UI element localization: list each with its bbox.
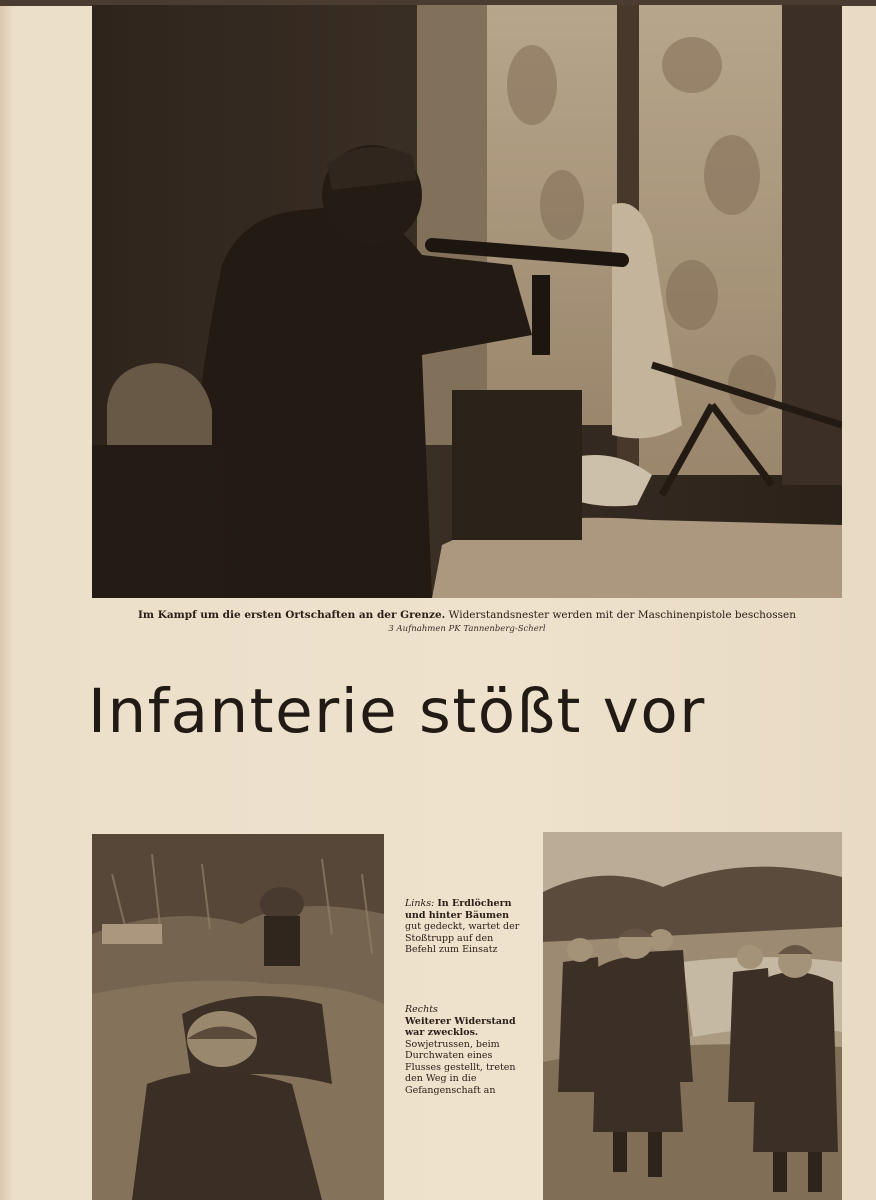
- photo-top-image: [92, 5, 842, 598]
- caption-right-bold: Weiterer Widerstand war zwecklos.: [405, 1015, 516, 1038]
- photo-prisoners-at-river: [543, 832, 842, 1200]
- caption-left-lead: Links:: [405, 898, 435, 909]
- caption-right-text: Sowjetrussen, beim Durchwaten eines Flusses gestellt, treten den Weg in die Gefangenschaft an: [405, 1038, 516, 1096]
- caption-left-photo: [405, 898, 527, 956]
- main-caption-bold: Im Kampf um die ersten Ortschaften an der Grenze.: [138, 609, 446, 621]
- photo-soldiers-at-window: [92, 5, 842, 598]
- caption-right-lead: Rechts: [405, 1004, 438, 1015]
- caption-left-text: gut gedeckt, wartet der Stoßtrupp auf den Befehl zum Einsatz: [405, 921, 520, 955]
- photo-soldiers-in-foxhole: [92, 834, 384, 1200]
- photo-left-image: [92, 834, 384, 1200]
- photo-right-image: [543, 832, 842, 1200]
- main-photo-caption: [92, 608, 842, 622]
- caption-left-bold: In Erdlöchern und hinter Bäumen: [405, 898, 512, 921]
- headline: Infanterie stößt vor: [88, 676, 706, 747]
- photo-credit: 3 Aufnahmen PK Tannenberg-Scherl: [388, 624, 546, 634]
- main-caption-text: Widerstandsnester werden mit der Maschinenpistole beschossen: [448, 609, 796, 621]
- caption-right-photo: [405, 1004, 527, 1096]
